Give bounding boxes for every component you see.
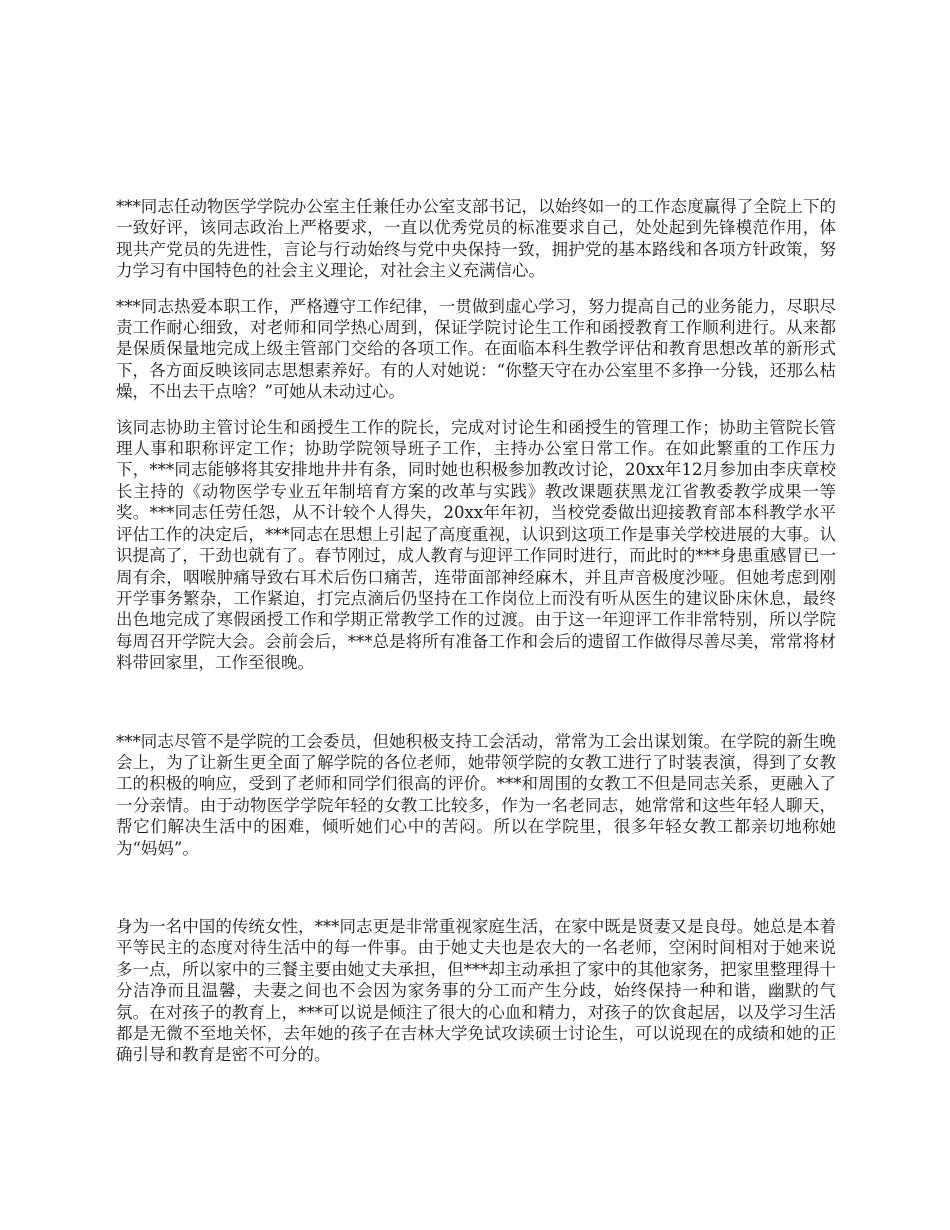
paragraph-management-duties: 该同志协助主管讨论生和函授生工作的院长，完成对讨论生和函授生的管理工作；协助主管院长管理人事和职称评定工作；协助学院领导班子工作，主持办公室日常工作。在如此繁重的工作压力下，***同志能够将其安排地井井有条，同时她也积极参加教改讨论，20xx年12月参加由李庆章校长主持的《动物医学专业五年制培育方案的改革与实践》教改课题获黑龙江省教委教学成果一等奖。***同志任劳任怨，从不计较个人得失，20xx年年初，当校党委做出迎接教育部本科教学水平评估工作的决定后，***同志在思想上引起了高度重视，认识到这项工作是事关学校进展的大事。认识提高了，干劲也就有了。春节刚过，成人教育与迎评工作同时进行，而此时的***身患重感冒已一周有余，咽喉肿痛导致右耳术后伤口痛苦，连带面部神经麻木，并且声音极度沙哑。但她考虑到刚开学事务繁杂，工作紧迫，打完点滴后仍坚持在工作岗位上而没有听从医生的建议卧床休息，最终出色地完成了寒假函授工作和学期正常教学工作的过渡。由于这一年迎评工作非常特别，所以学院每周召开学院大会。会前会后，***总是将所有准备工作和会后的遗留工作做得尽善尽美，常常将材料带回家里，工作至很晚。: [116, 417, 836, 673]
paragraph-party-member-conduct: ***同志任动物医学学院办公室主任兼任办公室支部书记，以始终如一的工作态度赢得了全院上下的一致好评，该同志政治上严格要求，一直以优秀党员的标准要求自己，处处起到先锋模范作用，体现共产党员的先进性，言论与行动始终与党中央保持一致，拥护党的基本路线和各项方针政策，努力学习有中国特色的社会主义理论，对社会主义充满信心。: [116, 197, 836, 281]
document-body: [116, 196, 836, 1066]
paragraph-work-dedication: ***同志热爱本职工作，严格遵守工作纪律，一贯做到虚心学习，努力提高自己的业务能力，尽职尽责工作耐心细致，对老师和同学热心周到，保证学院讨论生工作和函授教育工作顺利进行。从来都是保质保量地完成上级主管部门交给的各项工作。在面临本科生教学评估和教育思想改革的新形式下，各方面反映该同志思想素养好。有的人对她说：“你整天守在办公室里不多挣一分钱，还那么枯燥，不出去干点啥？”可她从未动过心。: [116, 296, 836, 402]
paragraph-family-life: 身为一名中国的传统女性，***同志更是非常重视家庭生活，在家中既是贤妻又是良母。她总是本着平等民主的态度对待生活中的每一件事。由于她丈夫也是农大的一名老师，空闲时间相对于她来说多一点，所以家中的三餐主要由她丈夫承担，但***却主动承担了家中的其他家务，把家里整理得十分洁净而且温馨，夫妻之间也不会因为家务事的分工而产生分歧，始终保持一种和谐，幽默的气氛。在对孩子的教育上，***可以说是倾注了很大的心血和精力，对孩子的饮食起居，以及学习生活都是无微不至地关怀，去年她的孩子在吉林大学免试攻读硕士讨论生，可以说现在的成绩和她的正确引导和教育是密不可分的。: [116, 916, 836, 1065]
paragraph-union-activities: ***同志尽管不是学院的工会委员，但她积极支持工会活动，常常为工会出谋划策。在学院的新生晚会上，为了让新生更全面了解学院的各位老师，她带领学院的女教工进行了时装表演，得到了女教工的积极的响应，受到了老师和同学们很高的评价。***和周围的女教工不但是同志关系，更融入了一分亲情。由于动物医学学院年轻的女教工比较多，作为一名老同志，她常常和这些年轻人聊天，帮它们解决生活中的困难，倾听她们心中的苦闷。所以在学院里，很多年轻女教工都亲切地称她为“妈妈”。: [116, 731, 836, 858]
